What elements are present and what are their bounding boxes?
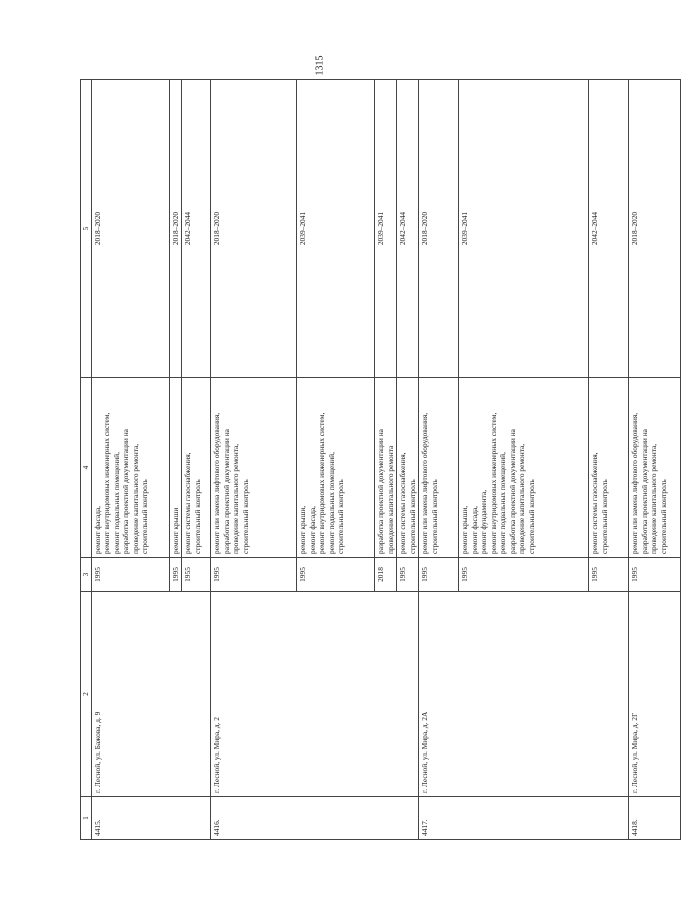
work-line: ремонт подвальных помещений,: [326, 452, 336, 554]
work-line: разработка проектной документации на: [507, 429, 517, 554]
table-body: [92, 80, 681, 840]
build-year: 1995: [629, 558, 681, 592]
repair-period: 2018–2020: [170, 80, 182, 378]
work-line: проведение капитального ремонта,: [231, 443, 241, 554]
entry-address: г. Лесной, ул. Мира, д. 2А: [419, 592, 629, 797]
table-row: [211, 80, 297, 840]
repair-period: 2018–2020: [92, 80, 170, 378]
work-line: ремонт или замена лифтового оборудования,: [630, 412, 640, 554]
table-row: [419, 80, 459, 840]
repair-period: 2039–2041: [297, 80, 375, 378]
repair-period: 2039–2041: [375, 80, 397, 378]
repair-works: [297, 378, 375, 558]
work-line: ремонт фасада,: [93, 506, 102, 554]
repair-works: [397, 378, 419, 558]
capital-repair-table: [80, 79, 681, 840]
header-col-3: 3: [81, 558, 92, 592]
header-row: [81, 80, 92, 840]
work-line: строительный контроль: [526, 479, 536, 554]
repair-works: [211, 378, 297, 558]
work-line: ремонт или замена лифтового оборудования,: [420, 412, 430, 554]
build-year: 2018: [375, 558, 397, 592]
work-line: ремонт внутридомовых инженерных систем,: [102, 412, 112, 554]
entry-number: 4415.: [92, 797, 211, 840]
work-line: строительный контроль: [599, 479, 609, 554]
repair-works: [375, 378, 397, 558]
work-line: ремонт крыши,: [460, 505, 470, 554]
repair-period: 2039–2041: [459, 80, 589, 378]
repair-works: [589, 378, 629, 558]
work-line: ремонт системы газоснабжения,: [398, 452, 408, 554]
work-line: проведение капитального ремонта,: [649, 443, 659, 554]
build-year: 1995: [92, 558, 170, 592]
work-line: разработка проектной документации на: [121, 429, 131, 554]
work-line: строительный контроль: [140, 479, 150, 554]
build-year: 1995: [297, 558, 375, 592]
entry-address: г. Лесной, ул. Бажова, д. 9: [92, 592, 211, 797]
repair-works: [459, 378, 589, 558]
build-year: 1995: [397, 558, 419, 592]
work-line: строительный контроль: [407, 479, 417, 554]
work-line: ремонт подвальных помещений,: [111, 452, 121, 554]
work-line: ремонт подвальных помещений,: [498, 452, 508, 554]
page-number: 1315: [314, 55, 326, 76]
work-line: ремонт фундамента,: [479, 489, 489, 554]
repair-works: [92, 378, 170, 558]
repair-works: [419, 378, 459, 558]
repair-period: 2042–2044: [589, 80, 629, 378]
work-line: ремонт фасада,: [469, 506, 479, 554]
header-col-2: 2: [81, 592, 92, 797]
repair-period: 2018–2020: [629, 80, 681, 378]
repair-works: [170, 378, 182, 558]
work-line: проведение капитального ремонта,: [517, 443, 527, 554]
work-line: строительный контроль: [658, 479, 668, 554]
work-line: строительный контроль: [336, 479, 346, 554]
work-line: ремонт фасада,: [307, 506, 317, 554]
repair-period: 2042–2044: [182, 80, 211, 378]
entry-number: 4416.: [211, 797, 419, 840]
build-year: 1995: [419, 558, 459, 592]
work-line: ремонт или замена лифтового оборудования,: [212, 412, 222, 554]
work-line: ремонт системы газоснабжения,: [183, 452, 193, 554]
work-line: ремонт крыши: [171, 507, 180, 554]
build-year: 1995: [211, 558, 297, 592]
repair-works: [629, 378, 681, 558]
work-line: проведение капитального ремонта,: [130, 443, 140, 554]
rotated-table-container: [80, 80, 668, 840]
header-col-1: 1: [81, 797, 92, 840]
work-line: ремонт внутридомовых инженерных систем,: [317, 412, 327, 554]
work-line: ремонт системы газоснабжения,: [590, 452, 600, 554]
work-line: строительный контроль: [240, 479, 250, 554]
build-year: 1995: [170, 558, 182, 592]
build-year: 1995: [589, 558, 629, 592]
build-year: 1955: [182, 558, 211, 592]
work-line: ремонт внутридомовых инженерных систем,: [488, 412, 498, 554]
entry-address: г. Лесной, ул. Мира, д. 2Г: [629, 592, 681, 797]
repair-works: [182, 378, 211, 558]
entry-address: г. Лесной, ул. Мира, д. 2: [211, 592, 419, 797]
work-line: строительный контроль: [192, 479, 202, 554]
header-col-4: 4: [81, 378, 92, 558]
work-line: ремонт крыши,: [298, 505, 308, 554]
repair-period: 2018–2020: [211, 80, 297, 378]
repair-period: 2042–2044: [397, 80, 419, 378]
work-line: строительный контроль: [429, 479, 439, 554]
work-line: проведение капитального ремонта: [385, 445, 395, 554]
table-row: [629, 80, 681, 840]
work-line: разработка проектной документации на: [639, 429, 649, 554]
entry-number: 4418.: [629, 797, 681, 840]
table-row: [92, 80, 170, 840]
build-year: 1995: [459, 558, 589, 592]
work-line: разработка проектной документации на: [221, 429, 231, 554]
entry-number: 4417.: [419, 797, 629, 840]
work-line: разработка проектной документации на: [376, 429, 386, 554]
repair-period: 2018–2020: [419, 80, 459, 378]
header-col-5: 5: [81, 80, 92, 378]
